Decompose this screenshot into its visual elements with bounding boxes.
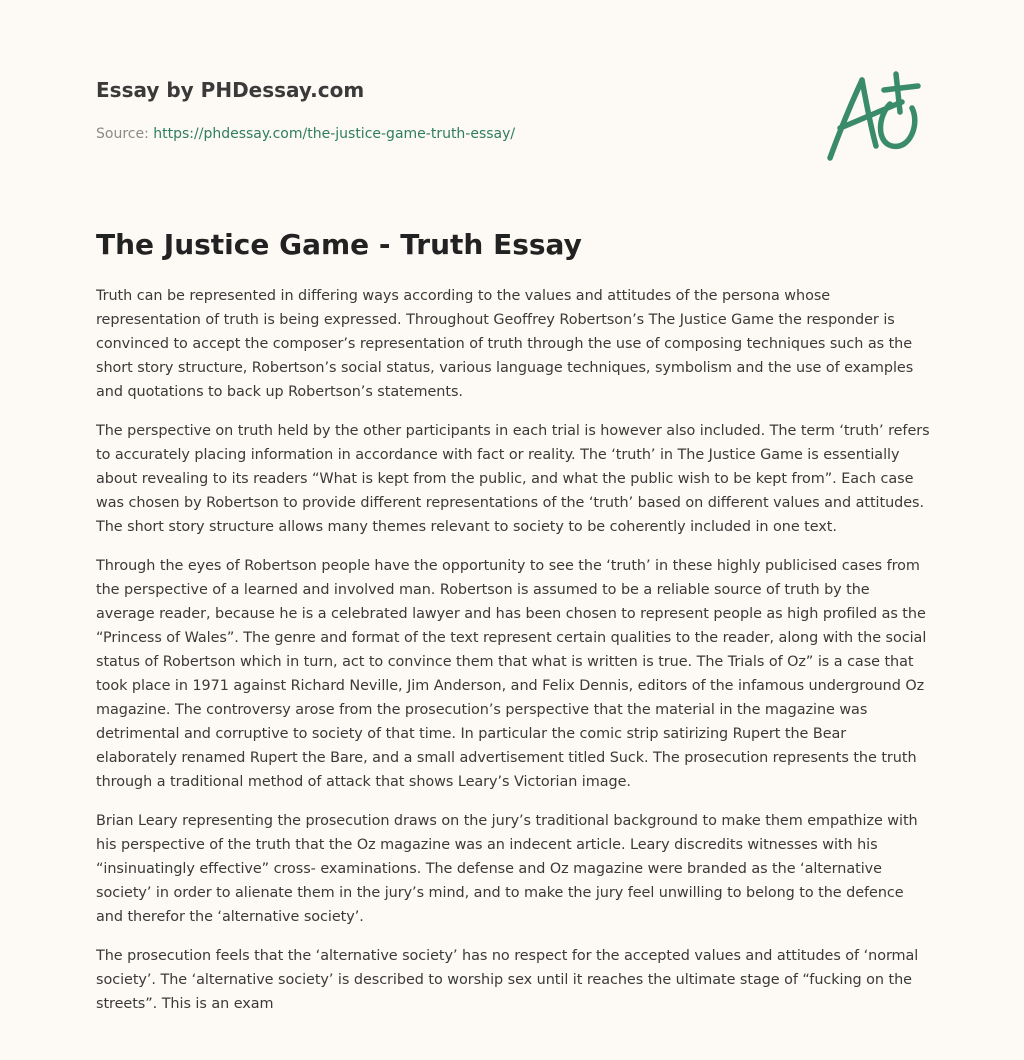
source-link[interactable]: https://phdessay.com/the-justice-game-truth-essay/ [153, 126, 516, 142]
essay-body [96, 284, 930, 1031]
essay-header [96, 76, 796, 144]
a-plus-logo-icon [820, 66, 930, 166]
essay-paragraph: Through the eyes of Robertson people have the opportunity to see the ‘truth’ in these highly publicised cases from the perspective of a learned and involved man. Robertson is assumed to be a reliable source of truth by the average reader, because he is a celebrated lawyer and has been chosen to represent people as high profiled as the “Princess of Wales”. The genre and format of the text represent certain qualities to the reader, along with the social status of Robertson which in turn, act to convince them that what is written is true. The Trials of Oz” is a case that took place in 1971 against Richard Neville, Jim Anderson, and Felix Dennis, editors of the infamous underground Oz magazine. The controversy arose from the prosecution’s perspective that the material in the magazine was detrimental and corruptive to society of that time. In particular the comic strip satirizing Rupert the Bear elaborately renamed Rupert the Bare, and a small advertisement titled Suck. The prosecution represents the truth through a traditional method of attack that shows Leary’s Victorian image. [96, 558, 927, 790]
essay-paragraph: Truth can be represented in differing ways according to the values and attitudes of the persona whose representation of truth is being expressed. Throughout Geoffrey Robertson’s The Justice Game the responder is convinced to accept the composer’s representation of truth through the use of composing techniques such as the short story structure, Robertson’s social status, various language techniques, symbolism and the use of examples and quotations to back up Robertson’s statements. [96, 288, 914, 400]
essay-title: The Justice Game - Truth Essay [96, 228, 582, 261]
source-line [96, 124, 796, 144]
essay-paragraph: The perspective on truth held by the other participants in each trial is however also included. The term ‘truth’ refers to accurately placing information in accordance with fact or reality. The ‘truth’ in The Justice Game is essentially about revealing to its readers “What is kept from the public, and what the public wish to be kept from”. Each case was chosen by Robertson to provide different representations of the ‘truth’ based on different values and attitudes. The short story structure allows many themes relevant to society to be coherently included in one text. [96, 423, 930, 535]
essay-paragraph: The prosecution feels that the ‘alternative society’ has no respect for the accepted values and attitudes of ‘normal society’. The ‘alternative society’ is described to worship sex until it reaches the ultimate stage of “fucking on the streets”. This is an exam [96, 948, 919, 1012]
source-label: Source: [96, 126, 149, 142]
site-title: Essay by PHDessay.com [96, 78, 365, 102]
essay-paragraph: Brian Leary representing the prosecution draws on the jury’s traditional background to make them empathize with his perspective of the truth that the Oz magazine was an indecent article. Leary discredits witnesses with his “insinuatingly effective” cross- examinations. The defense and Oz magazine were branded as the ‘alternative society’ in order to alienate them in the jury’s mind, and to make the jury feel unwilling to belong to the defence and therefor the ‘alternative society’. [96, 813, 918, 925]
